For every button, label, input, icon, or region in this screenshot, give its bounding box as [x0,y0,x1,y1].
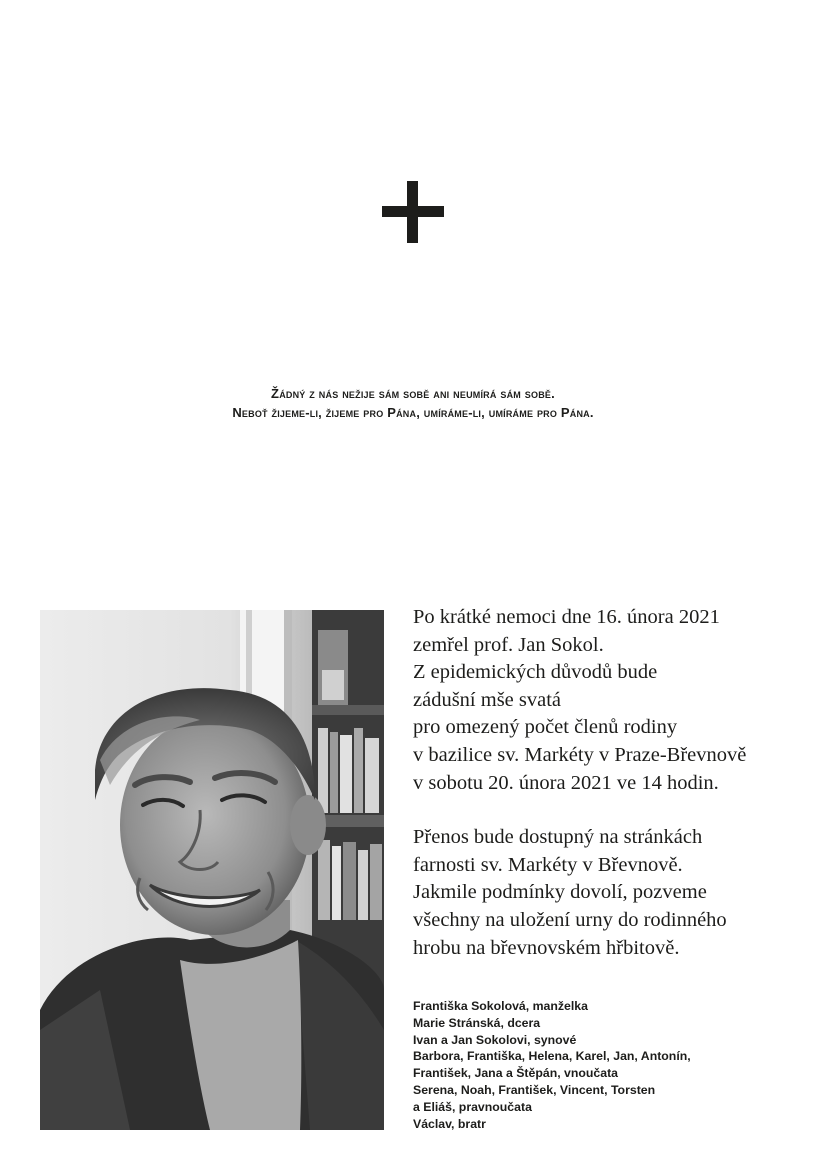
announcement-paragraph-2 [413,824,813,962]
announcement-line: pro omezený počet členů rodiny [413,716,678,739]
signer-line: Ivan a Jan Sokolovi, synové [413,1032,577,1047]
announcement-line: zemřel prof. Jan Sokol. [413,633,604,656]
cross-icon [382,181,444,243]
announcement-line: farnosti sv. Markéty v Břevnově. [413,853,683,876]
signer-line: Františka Sokolová, manželka [413,999,588,1013]
signer-line: Serena, Noah, František, Vincent, Torsten [413,1082,656,1097]
signer-line: Barbora, Františka, Helena, Karel, Jan, Antonín, [413,1049,691,1064]
announcement-line: Přenos bude dostupný na stránkách [413,826,703,849]
announcement-text [413,604,813,962]
announcement-line: Z epidemických důvodů bude [413,661,658,684]
signer-line: Marie Stránská, dcera [413,1015,541,1030]
announcement-line: Po krátké nemoci dne 16. února 2021 [413,606,720,628]
announcement-line: zádušní mše svatá [413,688,562,711]
portrait-photo [40,610,384,1130]
announcement-line: hrobu na břevnovském hřbitově. [413,936,680,959]
family-signatures [413,998,813,1132]
announcement-line: Jakmile podmínky dovolí, pozveme [413,881,707,904]
motto-line-1: Žádný z nás nežije sám sobě ani neumírá sám sobě. [271,386,555,401]
signer-line: a Eliáš, pravnoučata [413,1099,532,1114]
announcement-line: v bazilice sv. Markéty v Praze-Břevnově [413,743,747,766]
announcement-line: všechny na uložení urny do rodinného [413,908,727,931]
motto-quote [0,384,826,422]
motto-line-2: Neboť žijeme-li, žijeme pro Pána, umíráme-li, umíráme pro Pána. [232,405,594,420]
announcement-line: v sobotu 20. února 2021 ve 14 hodin. [413,771,719,794]
signer-line: František, Jana a Štěpán, vnoučata [413,1066,619,1081]
signer-line: Václav, bratr [413,1116,486,1131]
announcement-paragraph-1 [413,604,813,797]
